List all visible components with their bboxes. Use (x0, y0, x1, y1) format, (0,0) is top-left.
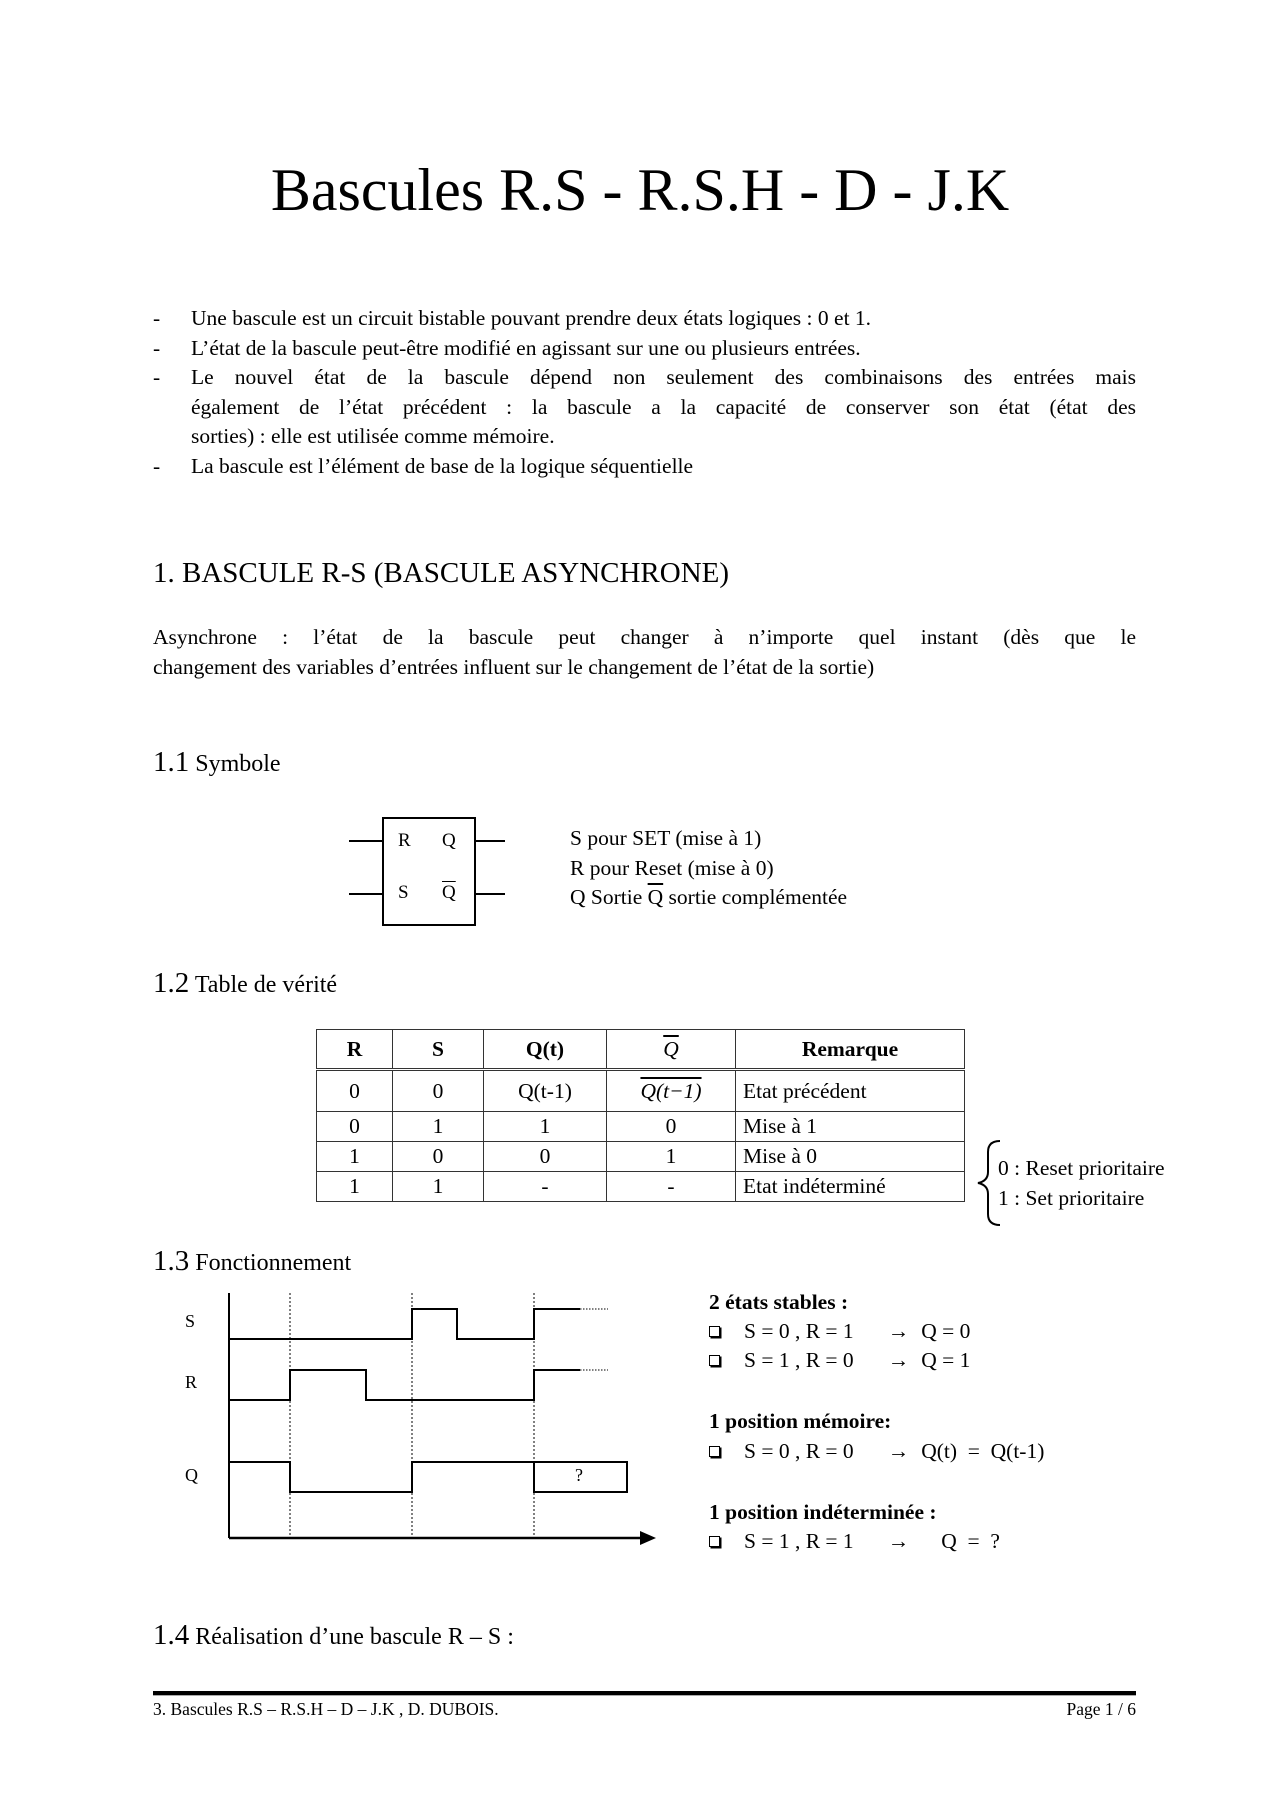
cell: Etat précédent (736, 1070, 965, 1112)
page-title: Bascules R.S - R.S.H - D - J.K (270, 157, 1010, 223)
section-heading: 1. BASCULE R-S (BASCULE ASYNCHRONE) (153, 557, 730, 589)
cell: Mise à 0 (736, 1142, 965, 1172)
symbol-output-q: Q (442, 830, 456, 851)
subsection-number: 1.3 (153, 1245, 190, 1277)
q-bar-symbol: $\overline{Q}$ (647, 885, 664, 909)
checkbox-bullet-icon (709, 1326, 720, 1337)
cell: 0 (607, 1112, 736, 1142)
condition: S = 1 , R = 0 (744, 1348, 854, 1372)
header-q-bar: $\overline{Q}$ (607, 1030, 736, 1070)
subsection-label: Réalisation d’une bascule R – S : (189, 1624, 514, 1650)
cell: 1 (393, 1172, 484, 1202)
bullet-dash: - (153, 306, 161, 330)
table-row (317, 1142, 965, 1172)
subsection-label: Table de vérité (189, 972, 338, 998)
header-r: R (317, 1030, 393, 1070)
cell: Mise à 1 (736, 1112, 965, 1142)
arrow-right-icon: → (887, 1319, 910, 1343)
condition: S = 1 , R = 1 (744, 1529, 854, 1553)
subsection-number: 1.2 (153, 967, 190, 999)
header-qt: Q(t) (484, 1030, 607, 1070)
bullet-line: sorties) : elle est utilisée comme mémoire. (191, 424, 555, 449)
stable-state-item (709, 1346, 970, 1375)
cell: 0 (484, 1142, 607, 1172)
section-paragraph (153, 622, 1136, 682)
cell: 1 (393, 1112, 484, 1142)
bullet-line: Le nouvel état de la bascule dépend non seulement des combinaisons des entrées mais (191, 365, 1136, 389)
stable-state-item (709, 1317, 970, 1346)
bullet-text: Une bascule est un circuit bistable pouvant prendre deux états logiques : 0 et 1. (191, 306, 872, 330)
title-text: 1 position mémoire: (709, 1409, 892, 1433)
symbol-description (570, 824, 847, 913)
brace-note: 0 : Reset prioritaire (998, 1156, 1165, 1180)
bullet-text: L’état de la bascule peut-être modifié en agissant sur une ou plusieurs entrées. (191, 336, 861, 360)
result: Q = 1 (921, 1348, 971, 1372)
cell: 0 (317, 1112, 393, 1142)
cell: - (607, 1172, 736, 1202)
desc-text: sortie complémentée (663, 885, 848, 909)
subsection-heading-fonctionnement (153, 1246, 351, 1278)
cell: 1 (607, 1142, 736, 1172)
table-header-row (317, 1030, 965, 1070)
checkbox-bullet-icon (709, 1355, 720, 1366)
cell: 0 (393, 1142, 484, 1172)
cell: 1 (317, 1142, 393, 1172)
condition: S = 0 , R = 0 (744, 1439, 854, 1463)
indeterminate-title (709, 1498, 937, 1527)
bullet-text (191, 363, 1136, 452)
signal-label-s: S (185, 1311, 196, 1331)
cell: 1 (484, 1112, 607, 1142)
cell: 1 (317, 1172, 393, 1202)
cell: - (484, 1172, 607, 1202)
cell: Q(t-1) (484, 1070, 607, 1112)
subsection-heading-table (153, 968, 337, 1000)
subsection-number: 1.4 (153, 1619, 190, 1651)
title-text: 2 états stables : (709, 1290, 849, 1314)
cell: 0 (393, 1070, 484, 1112)
bullet-text: La bascule est l’élément de base de la logique séquentielle (191, 454, 694, 478)
cell: Etat indéterminé (736, 1172, 965, 1202)
signal-label-q: Q (185, 1465, 198, 1485)
header-remarque: Remarque (736, 1030, 965, 1070)
bullet-dash: - (153, 365, 161, 389)
footer-left: 3. Bascules R.S – R.S.H – D – J.K , D. DUBOIS. (153, 1699, 499, 1719)
desc-text: Q Sortie (570, 885, 648, 909)
result: Q(t) = Q(t-1) (921, 1439, 1045, 1463)
cell: Q(t−1) (607, 1070, 736, 1112)
description-line: S pour SET (mise à 1) (570, 826, 762, 850)
checkbox-bullet-icon (709, 1446, 720, 1457)
memory-item (709, 1437, 1044, 1466)
symbol-input-s: S (398, 882, 409, 903)
cell: 0 (317, 1070, 393, 1112)
bullet-dash: - (153, 336, 161, 360)
title-text: 1 position indéterminée : (709, 1500, 937, 1524)
subsection-label: Symbole (189, 751, 281, 777)
table-row (317, 1112, 965, 1142)
arrow-right-icon: → (887, 1348, 910, 1372)
symbol-input-r: R (398, 830, 411, 851)
subsection-heading-realisation (153, 1620, 514, 1652)
result: Q = 0 (921, 1319, 971, 1343)
arrow-right-icon: → (887, 1439, 910, 1463)
unknown-state-label: ? (575, 1465, 583, 1485)
result: Q = ? (941, 1529, 1000, 1553)
indeterminate-item (709, 1527, 1000, 1556)
subsection-label: Fonctionnement (189, 1250, 352, 1276)
footer-page-number: Page 1 / 6 (1066, 1699, 1136, 1719)
truth-table (316, 1029, 965, 1202)
symbol-output-q-bar: $\overline{Q}$ (442, 882, 456, 903)
arrow-right-icon: → (887, 1529, 910, 1553)
brace-note: 1 : Set prioritaire (998, 1186, 1145, 1210)
footer-rule (153, 1691, 1136, 1696)
signal-label-r: R (185, 1372, 198, 1392)
table-row (317, 1172, 965, 1202)
bullet-dash: - (153, 454, 161, 478)
stable-states-title (709, 1288, 848, 1317)
table-row (317, 1070, 965, 1112)
paragraph-line: changement des variables d’entrées influent sur le changement de l’état de la sortie) (153, 655, 875, 679)
paragraph-line: Asynchrone : l’état de la bascule peut changer à n’importe quel instant (dès que le (153, 625, 1136, 649)
header-s: S (393, 1030, 484, 1070)
bullet-line: également de l’état précédent : la bascule a la capacité de conserver son état (état des (191, 394, 1136, 419)
subsection-heading-symbole (153, 747, 281, 779)
subsection-number: 1.1 (153, 746, 190, 778)
memory-title (709, 1407, 891, 1436)
condition: S = 0 , R = 1 (744, 1319, 854, 1343)
description-line: R pour Reset (mise à 0) (570, 855, 774, 880)
checkbox-bullet-icon (709, 1536, 720, 1547)
description-line (570, 883, 847, 913)
